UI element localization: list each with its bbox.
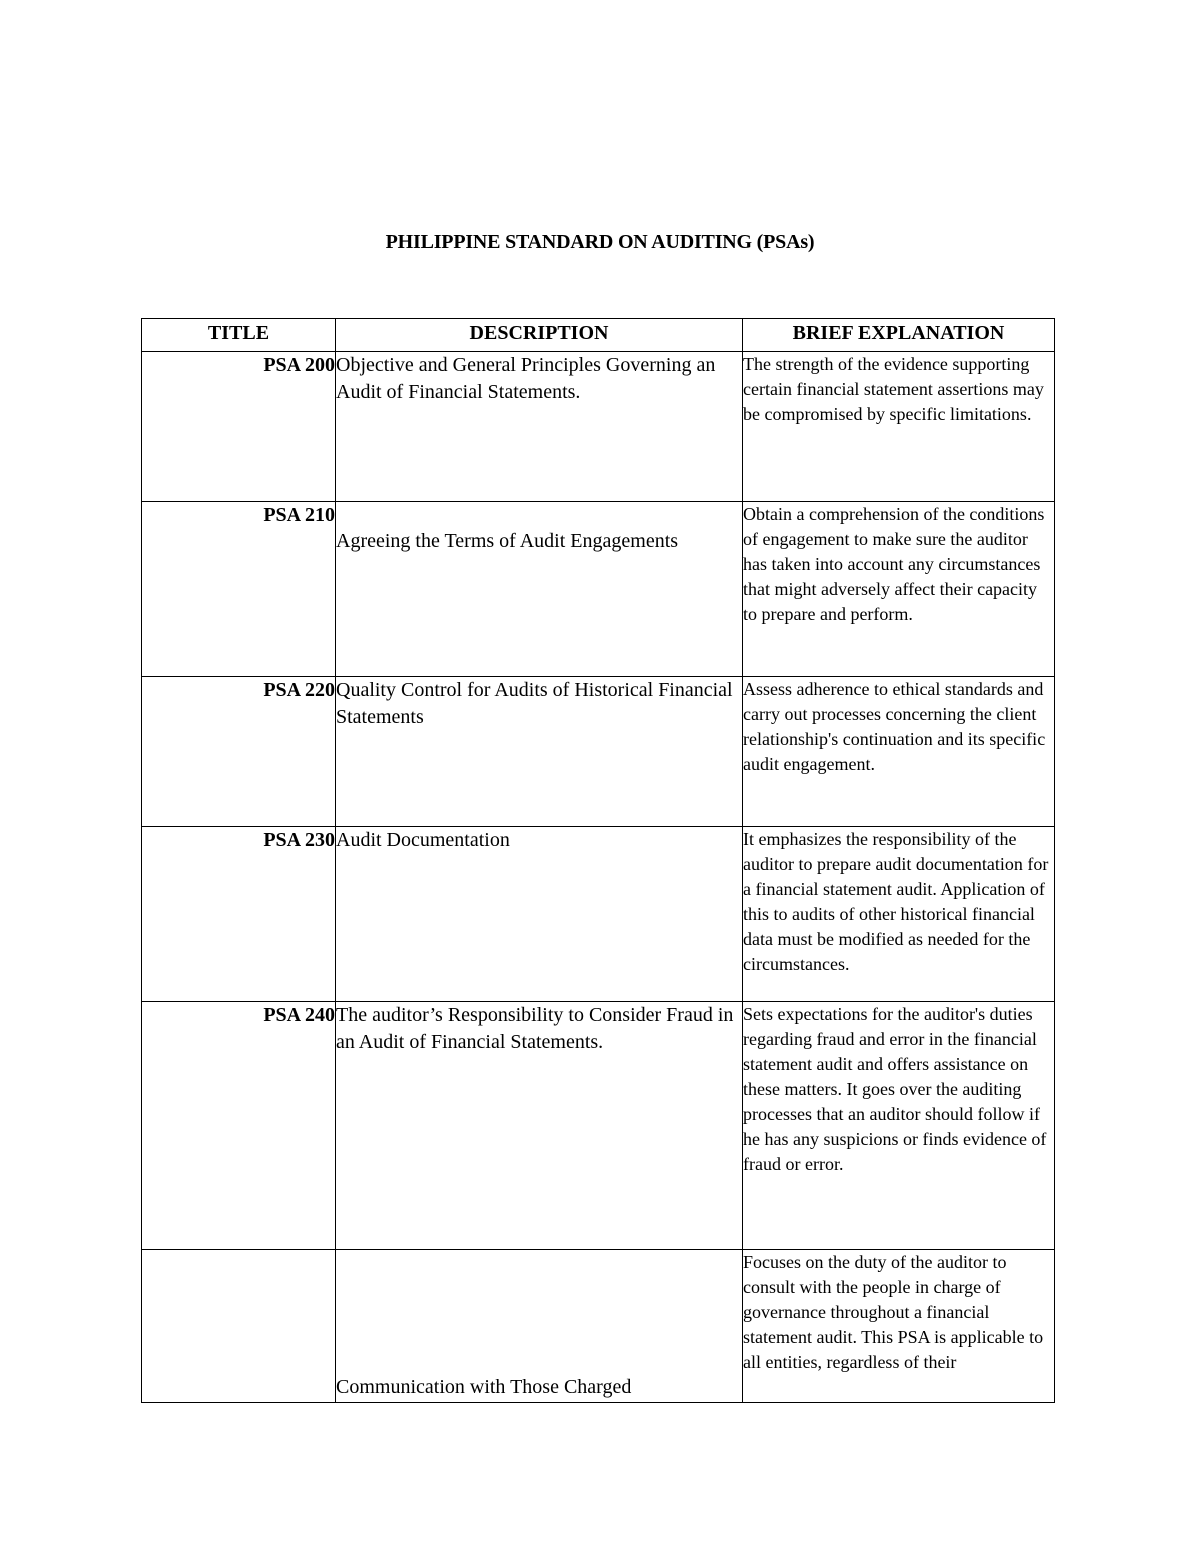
psa-explanation-text: Assess adherence to ethical standards and carry out processes concerning the client relationship's continuation and its specific audit engagement.: [743, 679, 1046, 774]
psa-explanation-text: Focuses on the duty of the auditor to consult with the people in charge of governance throughout a financial statement audit. This PSA is applicable to all entities, regardless of their: [743, 1252, 1044, 1372]
psa-explanation-text: The strength of the evidence supporting certain financial statement assertions may be compromised by specific limitations.: [743, 354, 1044, 424]
table-row: [142, 502, 1055, 677]
psa-explanation-text: It emphasizes the responsibility of the auditor to prepare audit documentation for a financial statement audit. Application of this to audits of other historical financial data must be modified as needed for the circumstances.: [743, 829, 1049, 974]
psa-code: PSA 210: [142, 502, 336, 677]
psa-explanation: [743, 1250, 1055, 1403]
psa-explanation: [743, 827, 1055, 1002]
psa-explanation-text: Sets expectations for the auditor's duties regarding fraud and error in the financial statement audit and offers assistance on these matters. It goes over the auditing processes that an auditor should follow if he has any suspicions or finds evidence of fraud or error.: [743, 1004, 1047, 1174]
psa-explanation-text: Obtain a comprehension of the conditions of engagement to make sure the auditor has taken into account any circumstances that might adversely affect their capacity to prepare and perform.: [743, 504, 1045, 624]
table-row: [142, 352, 1055, 502]
table-row: [142, 677, 1055, 827]
psa-description: The auditor’s Responsibility to Consider Fraud in an Audit of Financial Statements.: [336, 1002, 743, 1250]
table-row: [142, 827, 1055, 1002]
psa-explanation: [743, 352, 1055, 502]
psa-code: PSA 220: [142, 677, 336, 827]
header-title: TITLE: [142, 319, 336, 352]
psa-code: [142, 1250, 336, 1403]
header-brief-explanation: BRIEF EXPLANATION: [743, 319, 1055, 352]
table-row: [142, 1002, 1055, 1250]
psa-description: Agreeing the Terms of Audit Engagements: [336, 502, 743, 677]
document-title: PHILIPPINE STANDARD ON AUDITING (PSAs): [385, 231, 815, 253]
header-description: DESCRIPTION: [336, 319, 743, 352]
table-header-row: [142, 319, 1055, 352]
psa-description: Communication with Those Charged: [336, 1250, 743, 1403]
table-row: [142, 1250, 1055, 1403]
psa-description: Audit Documentation: [336, 827, 743, 1002]
psa-code: PSA 200: [142, 352, 336, 502]
psa-description: Quality Control for Audits of Historical Financial Statements: [336, 677, 743, 827]
psa-code: PSA 230: [142, 827, 336, 1002]
psa-explanation: [743, 1002, 1055, 1250]
psa-description: Objective and General Principles Governing an Audit of Financial Statements.: [336, 352, 743, 502]
psa-code: PSA 240: [142, 1002, 336, 1250]
psa-table: [141, 318, 1055, 1403]
psa-explanation: [743, 502, 1055, 677]
psa-explanation: [743, 677, 1055, 827]
